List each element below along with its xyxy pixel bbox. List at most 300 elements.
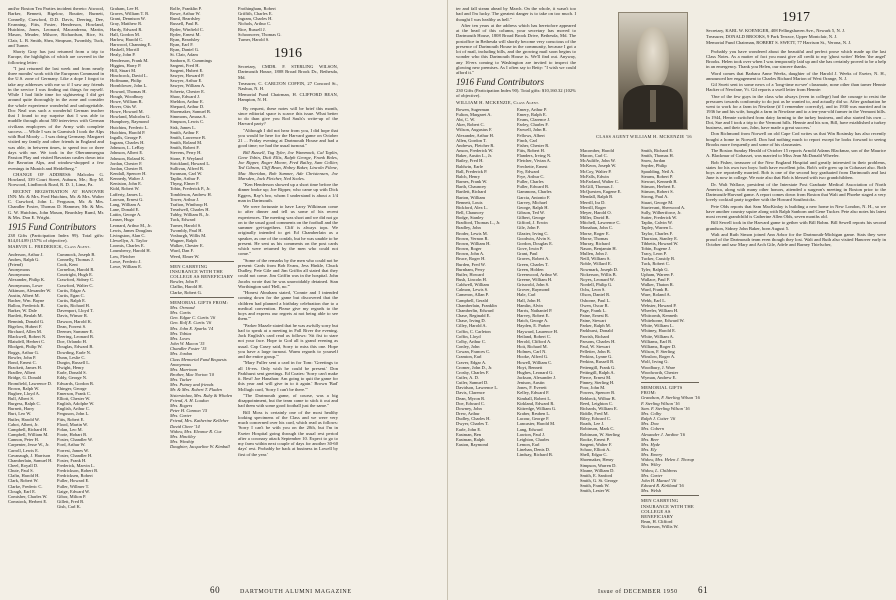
contributor-name: Birchard, Allen M. [8, 328, 42, 334]
contributor-name: Ryan, Earl F. [170, 42, 194, 48]
contributor-name: Gaige, Edward W. [57, 488, 90, 494]
contributor-name: Shepard, Arthur D. [170, 103, 205, 109]
insured-name: Bowler, John P. [170, 279, 199, 285]
contributor-name: Blodgett, Philip W. [8, 344, 43, 350]
contributor-name: Gove, Irwin P. [517, 246, 543, 252]
contributor-name: Lane, Donald E. [110, 207, 140, 213]
col1-intro: and/or Boston Tea Parties incident thereto: Atwood, Barker, Bennett, Bigelow, Boutier, Burnett, Connelly, Crawford, D.D. Davis, Deering, Dee, Evanning, Fitts, Foster, Henderson, Howland, Hutchins, Jones, Leonard, Macandreau, Martin, Mason, Meader, Milsore, Richardson, Rice, St. Clair, L. B. Smith, Shea, Simpson, Twombly, Tuck, and Turner. [8, 6, 104, 48]
contributor-name: Sanborn, E. Cummings [170, 57, 213, 63]
names-list-g [580, 148, 638, 530]
contributor-name: Grant, Dennison W. [110, 16, 146, 22]
mem-gifts-left [170, 305, 234, 449]
memorial-gift-donor: Widow, Mrs. Helen J. Thorup [641, 457, 695, 463]
contributor-name: Bradley, John [456, 225, 481, 231]
contributor-name: St. Clair, Adam [170, 52, 198, 58]
contributor-name: Nowmark, Joseph D. [580, 266, 618, 272]
contributor-name: Lounsberry, Harold H. [110, 248, 151, 254]
contributor-name: Paul, W. Stewart [580, 343, 610, 349]
memorial-gift-donor: Ralph J. Cotter '16 [641, 416, 676, 422]
contributor-name: Jones, F. Everett [517, 385, 547, 391]
contributor-name: Lowe, William E. [110, 263, 142, 269]
contributor-name: Paine, Ernest R. [580, 313, 609, 318]
contributor-name: Fredricksen, Robert [57, 473, 93, 479]
contributor-name: Cameron, Allan P. [456, 292, 489, 298]
contributor-name: Cabot, Albert, Jr. [8, 421, 39, 427]
contributor-name: Curtis, Richard H. [57, 303, 90, 309]
contributor-name: Monahan, John C. [580, 225, 613, 231]
contributor-name: Kidd, Robert W. [110, 186, 140, 192]
contributor-name: Wallace, Paul F. [641, 276, 671, 282]
class-1917-secretary: Secretary, KARL W. KOENIGER, 408 Fellingshaven Ave., Newark 5, N. J. [706, 28, 846, 33]
contributor-name: Ochs, Leon S. [580, 287, 606, 293]
contributor-name: Heiland, Robert C. [517, 333, 551, 339]
contributor-name: Brown, John A. [456, 251, 485, 257]
class-1917-body6: The Boston Sunday Herald of October 15 reports Arnold Adams Blackmar, son of the Maurice A. Blackmar of Cohasset, was married to Miss Jean McDonald Wheeler. [706, 148, 886, 159]
contributor-name: Parkhurst, Donald [580, 328, 613, 334]
contributor-name: Smith, G. St. George [580, 478, 618, 483]
contributor-name: Hatch, George A. [517, 318, 549, 324]
contributor-name: Morse, Thomas [580, 235, 609, 241]
fund-1916-title: 1916 Fund Contributors [456, 77, 545, 88]
contributor-name: Chute, Paul S. [8, 468, 34, 474]
contributor-name: Courtright, Hugh E. [57, 272, 93, 278]
memorial-gift-donor: Mrs. Beer [641, 436, 659, 442]
contributor-name: Brown, William H. [456, 240, 491, 246]
contributor-name: Hoit, Richard M. [517, 344, 548, 350]
contributor-name: Edwards, Gordon B. [57, 380, 94, 386]
contributor-name: Calmon, Lewis S. [456, 287, 489, 293]
right-page-number: 61 [698, 585, 709, 595]
insured-name: Ingram, Charles H. [238, 16, 273, 22]
contributor-name: Livingston, Alan C. [110, 232, 146, 238]
contributor-name: Coffin, Lloyd [456, 333, 481, 339]
contributor-name: Vosburgh, Willis M. [170, 232, 207, 238]
contributor-name: Cilley, Harold A. [456, 323, 487, 329]
contributor-name: Bell, Chauncey [456, 209, 484, 215]
contributor-name: Mitchell, Lawrence C. [580, 220, 621, 226]
contributor-name: Merrill, Ira D. [580, 199, 606, 205]
contributor-name: Hayden, E. Parker [517, 323, 550, 329]
contributor-name: Paine, Stewart [580, 318, 606, 324]
contributor-name: Glazier, Irving C. [517, 230, 549, 236]
memorial-gift-donor: Gen. Rolf E. Curtis '16 [170, 320, 212, 326]
contributor-name: Henderson, Frank M. [110, 57, 149, 63]
contributor-name: Bush, Lincoln H. [456, 277, 487, 283]
contributor-name: Carroll, Lewis E. [8, 447, 39, 453]
contributor-name: Rebbeck, Wilbur B. [580, 395, 616, 401]
contributor-name: Lancaster, Harold M. [517, 421, 556, 427]
contributor-name: Burden, Fred W. [456, 261, 486, 267]
memorial-gift-donor: Mrs. Dow [641, 421, 660, 427]
names-list-f [517, 107, 575, 458]
class-1917-title: 1917 [782, 10, 810, 25]
contributor-name: Bailey, Fred H. [456, 158, 484, 164]
contributor-name: Stinson, Herbert E. [641, 184, 676, 190]
contributor-name: Pettengill, Frank G. [580, 364, 616, 370]
contributor-name: Stewart, Kenneth B. [641, 178, 678, 184]
class-1917-body1: Probably you have wondered about the beautiful and perfect prose which made up the last Class Notes. As a matter of fact you must give all credit to my 'ghost writer' Helen 'the angel' Brooks. Helen took over when I was temporarily laid up and she has certainly proved to be a help in an emergency. Thank you Helen, our sincere thanks. [706, 48, 886, 70]
contributor-name: Tombleson, Andrew H. [170, 191, 212, 197]
contributor-name: Dowding, Earle N. [57, 349, 91, 355]
class-1916-body4: We were fortunate to have Larry Wilkinson come to after dinner and tell us some of his recent experiences. The meeting was short and we did not go on to the usual good comments on the football and the summer get-togethers. Cliff is always tops. We originally intended to get Ed Chamberlain as a speaker, as one of the confab, but he was unable to be present. He sent us his comments on the post cards which were returned by the men who could not come." [238, 204, 338, 257]
contributor-name: Clark, Robert W. [8, 478, 39, 484]
contributor-name: Curtis, Egan C. [57, 292, 85, 298]
contributor-name: Burgess, Ralph C. [8, 401, 41, 407]
memorial-gift-donor: Mrs. Colby [641, 410, 662, 416]
left-footer-text [240, 589, 352, 595]
contributor-name: Earle, Donald S. [57, 370, 87, 376]
contributor-name: Frechette, Ernest [517, 163, 548, 169]
memorial-gift-donor: Widow, L. Childress [641, 467, 678, 473]
contributor-name: Chamberlain, Franklin [456, 302, 497, 308]
contributor-name: Comisher, Charles W. [8, 493, 48, 499]
contributor-name: Curtis, Ralph E. [57, 298, 86, 304]
right-col1-p1: ter and fall steam ahead by March. On the whole, it wasn't too bad and I'm lucky. The greatest danger is to take on too much. I thought I was healthy as hell." [456, 6, 576, 22]
contributor-name: Hooke, Alfred G. [517, 354, 549, 360]
memorial-gift-donor: Friend, Mrs. Katherine Kelleher [170, 418, 229, 424]
contributor-name: White, William A. [641, 333, 674, 339]
insured-name: Turner, Harold S. [238, 36, 270, 42]
contributor-name: Cook, Kent [57, 261, 78, 267]
names-list-a [8, 252, 54, 510]
contributor-name: Grover, Raymond [517, 287, 550, 293]
contributor-name: Harris, Nathaniel P. [517, 307, 553, 313]
contributor-name: Fuller, Willmer T. [57, 483, 90, 489]
contributor-name: Ward, Dan F. [170, 248, 194, 254]
contributor-name: Gile, John F. [517, 225, 540, 231]
contributor-name: Holmes, Carl N. [517, 349, 547, 355]
memorial-gift-donor: Mrs. Hinckley [170, 433, 196, 439]
contributor-name: Whitehorne, Edward W. [641, 318, 685, 324]
names-list-h [641, 148, 699, 380]
contributor-name: Crawford, Sidney C. [57, 277, 95, 283]
contributor-name: Deemer, Summer E. [57, 328, 94, 334]
contributor-name: Green, Charles T. [517, 261, 549, 267]
contributor-name: McQuesten, Eugene E. [580, 189, 622, 195]
contributor-name: McCoy, Walter P. [580, 168, 612, 174]
contributor-name: Scheetz, Chester E. [170, 88, 205, 94]
memorial-gift-donor: Mrs. Emery [641, 452, 663, 458]
contributor-name: Harwood, Channing E. [110, 42, 152, 48]
class-1916-body6: "Honest Abraham stated, 'Connie and I intended coming down for the game but discovered that the children had planned a birthday celebration due to a medical convention. Please give my regards to the boys and express our regrets at not being able to see them.'" [238, 290, 338, 322]
contributor-name: Evans, Clarence J. [517, 117, 551, 123]
contributor-name: Fredrickson, Robert B. [57, 468, 99, 474]
contributor-name: Osborne, Paul L. [580, 297, 611, 303]
contributor-name: Ryan, Daniel G. [170, 47, 200, 53]
class-1916-body: By request, these notes will be brief this month, since editorial space is scarce this issue. What better to do than give you Rod Sauls's write-up of the Harvard party? [238, 105, 338, 127]
contributor-name: Howe, William R. [110, 98, 143, 104]
names-list-e [456, 107, 514, 458]
contributor-name: Fletcher, Vivian A. [517, 158, 551, 164]
contributor-name: Dawson, Harold K. [57, 318, 92, 324]
contributor-name: Shoemaker, Samuel B. [170, 109, 212, 115]
contributor-name: Blaisdell, Herbert C. [8, 339, 46, 345]
contributor-name: Ball, Frederick P. [456, 168, 488, 174]
contributor-name: Bodge, Stanley [456, 215, 484, 221]
contributor-name: Stone, F. Weyland [170, 155, 203, 161]
memorial-gift-donor: Mrs. Carter [170, 413, 192, 419]
contributor-name: Sawyer, Howard P. [170, 73, 205, 79]
contributor-name: Brown, Roger [456, 246, 482, 252]
contributor-name: Tibbetts, Howard W. [641, 240, 679, 246]
contributor-name: Dean, Myron R. [456, 395, 486, 401]
contributor-name: Easton, Raymond [456, 442, 488, 448]
contributor-name: Tubby, William B., Jr. [170, 212, 210, 218]
memorial-gift-donor: Mrs. John E. Sparks '14 [170, 325, 214, 331]
contributor-name: Cornelius, Harold R. [57, 267, 95, 273]
contributor-name: Fitts, Robert E. [57, 416, 85, 422]
contributor-name: Campbell, William M. [8, 432, 49, 438]
contributor-name: Johnson, L. LeRoy [110, 145, 145, 151]
contributor-name: Anonymous, Lowe [8, 282, 43, 288]
contributor-name: Smith, Roland M. [170, 140, 203, 146]
contributor-name: Alexander, Philip K. [8, 277, 46, 283]
contributor-name: Foster, Chandler W. [57, 437, 93, 443]
contributor-name: Green, Holden [517, 266, 544, 272]
memorial-gift-donor: Chandler Foster '15 [170, 346, 207, 352]
contributor-name: Tuck, Edward [170, 217, 196, 223]
contributor-name: Rolfe, Franklin P. [170, 6, 202, 11]
class-1916-body7: "Parker Mazzle stated that he was awfully sorry but had to speak at a meeting in Fall River the evening. Jack English's card read as follows: 'Sit fist to stare not your face. Hope to God all is grand evening as usual. Cap Casey said, Sorry to miss this one. Hope you have a large turnout. Warm regards to yourself and the entire group.'" [238, 322, 338, 360]
fund-1915-title: 1915 Fund Contributors [8, 222, 97, 232]
contributor-name: Taplin, Arthur F. [170, 176, 200, 182]
contributor-name: Ryan, Beardsley [170, 36, 200, 42]
contributor-name: Cutler, Samuel D. [456, 380, 489, 386]
contributor-name: Frye, Arthur C. [517, 173, 545, 179]
contributor-name: Sawyer, Arthur E. [170, 78, 203, 84]
contributor-name: Jordan, Chester F. [110, 160, 143, 166]
contributor-name: Hover, Otis W. [110, 103, 137, 109]
contributor-name: Richards, William E. [580, 405, 618, 411]
contributor-name: Abt, C. W. [456, 117, 476, 123]
contributor-name: Folan, Leo M. [57, 426, 83, 432]
contributor-name: Finch, Carl [517, 137, 538, 143]
contributor-name: Ford, Arthur W. [57, 442, 86, 448]
contributor-name: Baker, Austin L., Jr. [456, 153, 492, 159]
contributor-name: Clough, Earl E. [8, 488, 36, 494]
contributor-name: Conley, John [456, 344, 480, 350]
contributor-name: Garcia, Antonio F. [517, 194, 551, 200]
contributor-name: Parker, Ralph M. [580, 323, 611, 329]
contributor-name: Thurston, Stanley E. [641, 235, 678, 241]
contributor-name: Burt, Leo W. [8, 411, 32, 417]
contributor-name: Simpson, Warren D. [580, 462, 617, 468]
contributor-name: Lattin, George A. [110, 212, 142, 218]
memorial-gift-donor: Mrs. Tucker [170, 377, 192, 383]
contributor-name: Ballou, Frederick R. [8, 303, 45, 309]
contributor-name: Tuck, Robert C. [641, 261, 670, 267]
contributor-name: Emerson, Frank C. [57, 390, 91, 396]
memorial-gift-donor: Sam. F. Sterling Wilson '16 [641, 405, 690, 411]
right-col1-p2: After ten years at the address which has heretofore appeared at the head of this column, your secretary has moved to Dartmouth House, 1808 Broad Brook Drive, Bethesda, Md. The postoffice in Bethesda will shortly become very conscious of the presence of Dartmouth House in the community, because I got a lot of mail, including bills, and the growing mail soon begins to wonder who this Dartmouth House is. We'll find out. Anyway, any 16-ers coming to Washington are invited to inspect the glowing new premises. As I often say to Betty: "I wish we could afford it." [456, 22, 576, 75]
contributor-name: Foster, Chandler H. [57, 452, 93, 458]
contributor-name: Comstock, Herbert E. [8, 499, 48, 505]
contributor-name: Bond, Ernest C. [8, 359, 37, 365]
contributor-name: Boggs, Arthur G. [8, 349, 40, 355]
contributor-name: Hughes, Leonard G. [517, 369, 554, 375]
left-col-1 [8, 6, 104, 509]
contributor-name: Coffin, C. Carleton [456, 328, 491, 334]
contributor-name: Kraber, Reuben L. [517, 411, 551, 417]
contributor-name: Hutchins, Harold P. [110, 129, 146, 135]
contributor-name: Weed, Elmer W. [170, 253, 200, 259]
contributor-name: Balch, Henry [456, 173, 480, 179]
contributor-name: Crosby, Charles F. [456, 369, 490, 375]
class-1917-body5: Don Richmond from Norwell on old Cape Cod writes us that Win Rosinsky has also recently bought a home in Norwell. Don had nothing much to report except he looks forward to seeing Brooks more frequently and some of his classmates. [706, 131, 886, 147]
contributor-name: Hough, Woodbury [110, 93, 144, 99]
left-col-3 [170, 6, 234, 449]
contributor-name: Tobin, Eugene J. [641, 245, 672, 251]
memorial-gift-donor: Mrs. Jordan [170, 351, 193, 357]
contributor-name: Davis, Winsor R. [57, 313, 88, 319]
left-col-2 [110, 6, 166, 269]
memorial-gift-donor: Mrs. Welsh [641, 488, 662, 494]
contributor-name: Loomis, Charles E. [110, 243, 145, 249]
class-1916-memorial: Memorial Fund Chairman, H. CLIFFORD BEAN, Hampton, N. H. [238, 92, 338, 103]
contributor-name: Brown, Ralph W. [8, 385, 40, 391]
contributor-name: Flanders, Irving N. [517, 153, 552, 159]
contributor-name: Sloane, William D. [580, 467, 615, 473]
contributor-name: Treadwell, Charles H. [170, 207, 210, 213]
contributor-name: Kendall, Spencer H. [110, 171, 147, 176]
contributor-name: Sutter, Frederick W. [641, 215, 678, 221]
contributor-name: Connelly, Thomas J. [57, 256, 94, 262]
insured-name: Bean, H. Clifford [641, 519, 673, 525]
contributor-name: Fisher, Chester R. [517, 142, 550, 148]
contributor-name: Rowe, Arthur W. [170, 11, 201, 17]
men-carrying-title-left: MEN CARRYING INSURANCE WITH THE COLLEGE AS BENEFICIARY [170, 263, 234, 280]
contributor-name: Sturtevant, Sherwood A. [641, 204, 686, 210]
memorial-gift-donor: Sistersinlaw, Mrs. Ruby & Whalen [170, 392, 233, 398]
contributor-name: Chamberlin, Edward [456, 307, 494, 313]
contributor-name: Bradford, Thomas L., Jr. [456, 220, 501, 226]
contributor-name: Ware, Roland A. [641, 292, 671, 298]
contributor-name: Pinney, Sterling H. [580, 380, 615, 386]
class-1917-treasurer: Treasurer, DONALD BROOKS, 9 Park Terrace, Upper Montclair, N. J. [706, 34, 838, 40]
contributor-name: Russell, Paul B. [170, 21, 199, 27]
contributor-name: Ryder, Winfield C. [170, 26, 204, 32]
contributor-name: Bartlett, Beulah M. [8, 313, 43, 319]
names-list-b [57, 252, 103, 510]
contributor-name: Simmons, Amasa A. [170, 114, 207, 120]
contributor-name: Bigelow, Hubert F. [8, 323, 43, 329]
contributor-name: Noyes, Leonard W. [580, 276, 615, 282]
contributor-name: Bridge, G. Donald [8, 375, 42, 381]
contributor-name: Ingram, Charles H. [110, 140, 145, 146]
contributor-name: McAuliffe, John W. [580, 158, 616, 164]
contributor-name: Lacour, George F. [517, 416, 550, 422]
contributor-name: Barton, William [456, 194, 485, 200]
memorial-gift-donor: Mrs. Marrinan [170, 366, 198, 372]
contributor-name: Hoyt, Bennett [517, 364, 543, 370]
right-page [448, 0, 896, 600]
contributor-name: Hall, Gordon M. [110, 31, 140, 37]
contributor-name: Parrish, Richard [580, 333, 610, 339]
memorial-gift-donor: John H. Mansel '16 [641, 477, 677, 483]
memorial-gift-donor: Mrs. Curtis [170, 310, 191, 316]
contributor-name: Wyman, Andrew E. [641, 374, 677, 380]
contributor-name: Fulton, Margaret A. [456, 112, 492, 118]
class-1916-body2: "Although I did not hear from you, I did hope that you would be here for the Harvard game on October 21 ... Friday evening at Dartmouth House and had a good time; we had the usual turnout." [238, 127, 338, 149]
contributor-name: Hale, Carl [517, 292, 536, 298]
contributor-name: Robinson, Mark C. [580, 426, 615, 432]
right-col-3 [706, 6, 886, 249]
contributor-name: Simpson, Lewis C. [170, 119, 205, 125]
contributor-name: Poor, John M. [580, 385, 606, 391]
contributor-name: Crawford, Walter C. [57, 282, 94, 288]
contributor-name: Gray, Matthew R. [110, 21, 143, 27]
contributor-name: Wilson, Augustus F. [456, 127, 493, 133]
class-1916-body10: Bill Moss is certainly one of the most healthy looking specimens of the Class and we were very much concerned over his card, which read as follows: 'Sorry I can't be with you on the 20th, but I'm in Exeter Hospital going through the usual rest period after a coronary attack September 10. Expect to go to my farm within next couple of days for another 30-60 days' rest. Probably be back at business in Lowell by first of the year.' [238, 409, 338, 457]
contributor-name: Caldwell, William [456, 282, 489, 288]
contributor-name: Williams, Earl B. [641, 338, 673, 344]
contributor-name: Hall, John H. [517, 297, 541, 303]
contributor-name: Gibor, Milton P. [57, 493, 87, 499]
memorial-gift-donor: Alexander J. Jardine '16 [641, 431, 686, 437]
contributor-name: Stearns, Robert P. [641, 173, 673, 179]
contributor-name: Graham, Lee H. [110, 6, 139, 11]
contributor-name: Blackwell, Robert N. [8, 334, 47, 340]
contributor-name: Campbell, Richard H. [8, 426, 48, 432]
contributor-name: Sullivan, Alfred B. [170, 165, 204, 171]
insured-name: Griffith, Charles E. [238, 11, 273, 17]
contributor-name: Cavanaugh, J. Harrison [8, 452, 51, 458]
contributor-name: Bennink, Donald G. [8, 318, 45, 324]
insured-name: Frothingham, Robert [238, 6, 276, 11]
contributor-name: Macomber, Harold [580, 148, 615, 153]
memorial-gift-donor: Mrs. Winship [170, 439, 195, 444]
contributor-name: Wilson, F. Sterling [641, 349, 675, 355]
contributor-name: Bennett, Louis [456, 199, 483, 205]
contributor-name: Hamlin, Alvin [517, 302, 543, 308]
contributor-name: Fellows, Albert [517, 132, 545, 138]
contributor-name: Dudley, Charles H. [456, 416, 491, 422]
contributor-name: Hinchcock, David L. [110, 73, 148, 79]
contributor-name: Gammons, Charles [517, 189, 552, 195]
contributor-name: Healy, John P. [110, 52, 136, 58]
contributor-name: Fuller, Edward B. [517, 184, 550, 190]
contributor-name: Hayward, Laurence H. [517, 328, 558, 334]
contributor-name: Parsons, Charles H. [580, 338, 616, 344]
contributor-name: Chase, Irving D. [456, 318, 486, 324]
contributor-name: Miller, David B. [580, 215, 610, 221]
memorial-gift-donor: Mrs. Rogers [170, 402, 193, 408]
contributor-name: Strickland, Howard L. [170, 160, 211, 166]
contributor-name: Cummock, Joseph B. [57, 251, 96, 257]
contributor-name: Riddle, Fred M. [580, 410, 609, 416]
class-1916-body5: "Some of the remarks by the men who could not be present: Cards from Bob Evans, Jess Hinkle, Chuck Dudley, Pete Gile and Jim Griffin all stated that they could not come. Jim Griffin was in the hospital. John Jacobs wrote that he was unavoidably detained. Stan Worthington said 'Hell, no.'" [238, 257, 338, 289]
contributor-name: Webb, Earl L. [641, 297, 667, 303]
class-1917-body9: Pete Olds reports that Sam MacKinlay is building a new home in New London, N. H., so we have another country squire along with Ralph Sanborn and Gene Tucker. Pete also notes his latest most recent grandchild is Catherine Allen Olds, seven months old. [706, 203, 886, 220]
contributor-name: Goodwin, Alvin S. [517, 235, 551, 241]
contributor-name: Fuller, Howard E. [57, 478, 90, 484]
contributor-name: Hornblower, John L. [110, 83, 148, 89]
contributor-name: Eastman, Ralph [456, 436, 485, 442]
contributor-name: Haskell, Morrill [110, 47, 139, 53]
contributor-name: Meyer, Harold O. [580, 209, 612, 215]
contributor-name: Earle, John E. [456, 426, 482, 432]
contributor-name: Wheeler, William H. [641, 307, 679, 313]
contributor-name: Strong, Paul A. [641, 194, 669, 200]
contributor-name: Lafferty, James L. [110, 191, 143, 197]
contributor-name: Brown, Vernon R. [456, 235, 489, 241]
contributor-name: Nason, Benjamin H. [580, 245, 617, 251]
contributor-name: Grant, Paul [517, 251, 538, 257]
contributor-name: Durgin, Russell L. [57, 359, 91, 365]
contributor-name: Thyng, Elmer F. [170, 181, 200, 187]
contributor-name: Williams, Roger D. [641, 343, 677, 349]
contributor-name: Burnham, Perry [456, 266, 485, 272]
